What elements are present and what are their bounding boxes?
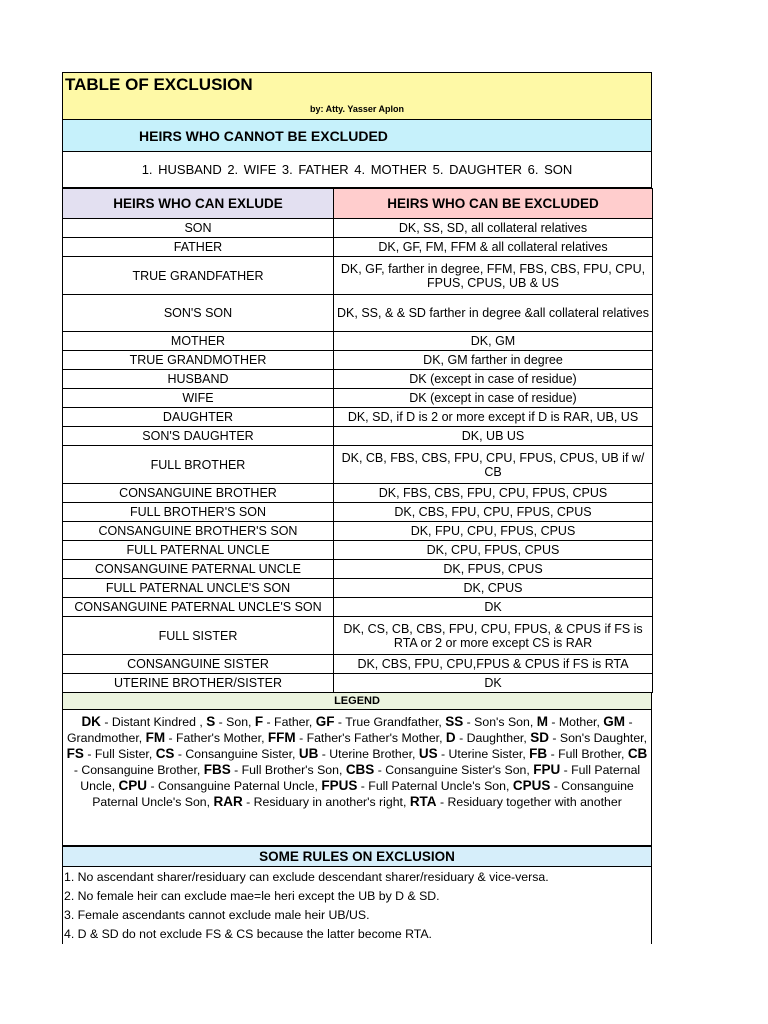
rules-list [62,867,652,944]
excluded-cell: DK, CPUS [334,579,653,598]
legend-abbr: FPU [533,762,561,777]
cannot-excluded-heading: HEIRS WHO CANNOT BE EXCLUDED [62,120,652,152]
heir-cell: FULL BROTHER [63,446,334,484]
legend-abbr: M [536,714,548,729]
legend-abbr: FFM [267,730,296,745]
heir-cell: CONSANGUINE SISTER [63,655,334,674]
heir-cell: FULL SISTER [63,617,334,655]
legend-abbr: FPUS [321,778,358,793]
legend-abbr: CBS [345,762,375,777]
legend-meaning: - Full Paternal Uncle, [80,763,641,793]
heir-cell: WIFE [63,389,334,408]
legend-meaning: - Full Brother's Son, [230,763,346,777]
heir-cell: SON [63,219,334,238]
table-row [63,389,653,408]
excluded-cell: DK, SS, & & SD farther in degree &all collateral relatives [334,295,653,332]
heir-cell: FATHER [63,238,334,257]
table-row [63,446,653,484]
heir-cell: FULL BROTHER'S SON [63,503,334,522]
legend-meaning: - Consanguine Paternal Uncle, [147,779,322,793]
legend-abbr: CB [627,746,648,761]
table-row [63,370,653,389]
legend-meaning: - Uterine Sister, [437,747,530,761]
legend-abbr: US [418,746,438,761]
rule-item: 1. No ascendant sharer/residuary can exclude descendant sharer/residuary & vice-versa. [64,870,549,884]
legend-meaning: - Uterine Brother, [318,747,419,761]
legend-meaning: - Son's Son, [463,715,537,729]
excluded-cell: DK (except in case of residue) [334,370,653,389]
excluded-cell: DK, SD, if D is 2 or more except if D is RAR, UB, US [334,408,653,427]
table-row [63,257,653,295]
legend-abbr: GF [315,714,335,729]
table-row [63,655,653,674]
excluded-cell: DK, CS, CB, CBS, FPU, CPU, FPUS, & CPUS if FS is RTA or 2 or more except CS is RAR [334,617,653,655]
legend-meaning: - Consanguine Sister, [174,747,299,761]
excluded-cell: DK [334,674,653,693]
heir-cell: HUSBAND [63,370,334,389]
heir-cell: FULL PATERNAL UNCLE'S SON [63,579,334,598]
rule-item: 3. Female ascendants cannot exclude male heir UB/US. [64,908,370,922]
table-row [63,560,653,579]
legend-abbr: FM [145,730,166,745]
table-row [63,617,653,655]
author-byline: by: Atty. Yasser Aplon [309,104,405,114]
legend-abbr: FB [529,746,548,761]
legend-meaning: - Full Sister, [83,747,156,761]
excluded-cell: DK (except in case of residue) [334,389,653,408]
legend-abbr: SD [530,730,549,745]
legend-meaning: - Residuary together with another [436,795,622,809]
legend-meaning: - Consanguine Paternal Uncle's Son, [92,779,634,809]
legend-meaning: - Grandmother, [66,715,633,745]
heir-cell: CONSANGUINE PATERNAL UNCLE'S SON [63,598,334,617]
table-row [63,503,653,522]
legend-meaning: - Mother, [547,715,604,729]
table-row [63,579,653,598]
excluded-cell: DK, FPU, CPU, FPUS, CPUS [334,522,653,541]
page-title: TABLE OF EXCLUSION [65,75,253,94]
excluded-cell: DK, SS, SD, all collateral relatives [334,219,653,238]
table-row [63,351,653,370]
header-can-exclude: HEIRS WHO CAN EXLUDE [63,189,334,219]
legend-meaning: - Consanguine Sister's Son, [374,763,534,777]
header-can-be-excluded: HEIRS WHO CAN BE EXCLUDED [334,189,653,219]
legend-meaning: - True Grandfather, [334,715,446,729]
legend-abbr: GM [603,714,626,729]
excluded-cell: DK, CBS, FPU, CPU,FPUS & CPUS if FS is RTA [334,655,653,674]
legend-abbr: FS [66,746,84,761]
excluded-cell: DK, CB, FBS, CBS, FPU, CPU, FPUS, CPUS, UB if w/ CB [334,446,653,484]
excluded-cell: DK, FBS, CBS, FPU, CPU, FPUS, CPUS [334,484,653,503]
heir-cell: MOTHER [63,332,334,351]
excluded-cell: DK, GM [334,332,653,351]
heir-cell: CONSANGUINE BROTHER [63,484,334,503]
excluded-cell: DK, CBS, FPU, CPU, FPUS, CPUS [334,503,653,522]
table-row [63,219,653,238]
excluded-cell: DK [334,598,653,617]
legend-abbr: SS [445,714,464,729]
table-row [63,598,653,617]
table-row [63,408,653,427]
heir-cell: CONSANGUINE BROTHER'S SON [63,522,334,541]
table-row [63,541,653,560]
excluded-cell: DK, FPUS, CPUS [334,560,653,579]
table-row [63,238,653,257]
legend-meaning: - Full Paternal Uncle's Son, [357,779,513,793]
table-header-row [63,189,653,219]
rule-item: 2. No female heir can exclude mae=le heri except the UB by D & SD. [64,889,440,903]
legend-abbr: DK [81,714,101,729]
table-row [63,295,653,332]
legend-abbr: F [254,714,264,729]
heir-cell: SON'S DAUGHTER [63,427,334,446]
legend-meaning: - Consanguine Brother, [73,763,204,777]
exclusion-table [62,188,653,693]
legend-meaning: - Residuary in another's right, [242,795,410,809]
legend-meaning: - Full Brother, [547,747,628,761]
legend-meaning: - Father, [263,715,316,729]
heir-cell: DAUGHTER [63,408,334,427]
legend-meaning: - Son's Daughter, [548,731,647,745]
cannot-excluded-list: 1. HUSBAND 2. WIFE 3. FATHER 4. MOTHER 5. DAUGHTER 6. SON [62,152,652,188]
heir-cell: SON'S SON [63,295,334,332]
legend-abbr: CPU [118,778,148,793]
heir-cell: CONSANGUINE PATERNAL UNCLE [63,560,334,579]
legend-abbr: UB [298,746,319,761]
legend-meaning: - Father's Mother, [165,731,268,745]
legend-abbr: RAR [213,794,243,809]
legend-meaning: - Distant Kindred , [100,715,207,729]
rule-item: 4. D & SD do not exclude FS & CS because the latter become RTA. [64,927,432,941]
legend-abbr: FBS [203,762,231,777]
excluded-cell: DK, GF, farther in degree, FFM, FBS, CBS, FPU, CPU, FPUS, CPUS, UB & US [334,257,653,295]
heir-cell: TRUE GRANDMOTHER [63,351,334,370]
excluded-cell: DK, CPU, FPUS, CPUS [334,541,653,560]
title-block [62,72,652,120]
legend-meaning: - Daughther, [455,731,531,745]
excluded-cell: DK, UB US [334,427,653,446]
legend-abbr: S [206,714,216,729]
table-row [63,522,653,541]
legend-meaning: - Father's Father's Mother, [295,731,446,745]
table-row [63,674,653,693]
heir-cell: UTERINE BROTHER/SISTER [63,674,334,693]
legend-abbr: D [445,730,456,745]
table-row [63,427,653,446]
table-row [63,332,653,351]
table-row [63,484,653,503]
legend-body [62,710,652,846]
excluded-cell: DK, GM farther in degree [334,351,653,370]
legend-abbr: CPUS [512,778,551,793]
legend-title: LEGEND [62,693,652,710]
legend-abbr: RTA [409,794,437,809]
heir-cell: TRUE GRANDFATHER [63,257,334,295]
legend-meaning: - Son, [215,715,255,729]
rules-heading: SOME RULES ON EXCLUSION [62,846,652,867]
exclusion-sheet [62,72,652,944]
heir-cell: FULL PATERNAL UNCLE [63,541,334,560]
excluded-cell: DK, GF, FM, FFM & all collateral relatives [334,238,653,257]
legend-abbr: CS [155,746,175,761]
